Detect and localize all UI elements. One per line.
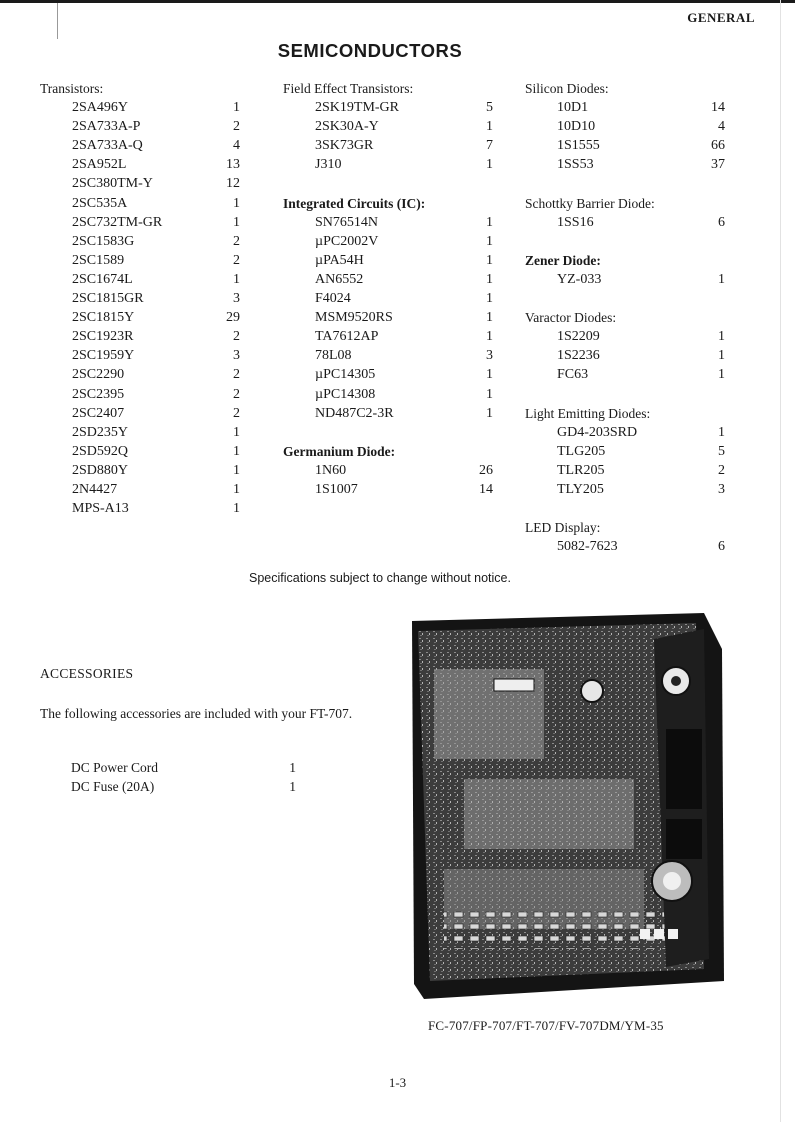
column-fet-ic: [283, 79, 493, 499]
list-item: [40, 404, 240, 423]
quantity: 37: [711, 157, 725, 173]
quantity: 66: [711, 138, 725, 154]
ic-heading: Integrated Circuits (IC):: [283, 195, 426, 211]
part-number: TLY205: [557, 481, 604, 497]
list-item: [283, 346, 493, 365]
part-number: 2SC2290: [72, 367, 125, 383]
part-number: 2SK19TM-GR: [315, 100, 400, 116]
part-number: ND487C2-3R: [315, 405, 394, 421]
quantity: 2: [718, 462, 725, 478]
part-number: DC Power Cord: [71, 760, 158, 775]
list-item: [71, 758, 296, 777]
fet-list: [283, 98, 493, 174]
list-item: [283, 385, 493, 404]
quantity: 7: [486, 138, 493, 154]
quantity: 3: [233, 291, 240, 307]
part-number: 2SC1815Y: [72, 310, 135, 326]
part-number: 1S1007: [315, 481, 358, 497]
quantity: 1: [289, 779, 296, 794]
part-number: 1N60: [315, 462, 347, 478]
varactor-heading: Varactor Diodes:: [525, 310, 617, 326]
quantity: 1: [486, 405, 493, 421]
part-number: MPS-A13: [72, 501, 129, 517]
part-number: 2SC732TM-GR: [72, 214, 163, 230]
quantity: 1: [233, 424, 240, 440]
part-number: SN76514N: [315, 214, 379, 230]
transistors-heading: Transistors:: [40, 81, 104, 96]
quantity: 6: [718, 214, 725, 230]
quantity: 1: [486, 329, 493, 345]
list-item: [525, 213, 725, 232]
list-item: [525, 480, 725, 499]
quantity: 3: [718, 481, 725, 497]
part-number: TA7612AP: [315, 329, 379, 345]
spec-notice: Specifications subject to change without notice.: [249, 571, 511, 585]
part-number: 2SA952L: [72, 157, 127, 173]
list-item: [40, 232, 240, 251]
quantity: 5: [718, 443, 725, 459]
list-item: [525, 537, 725, 556]
list-item: [525, 98, 725, 117]
quantity: 1: [233, 214, 240, 230]
quantity: 14: [711, 100, 725, 116]
list-item: [283, 117, 493, 136]
part-number: 10D1: [557, 100, 589, 116]
part-number: 1S1555: [557, 138, 600, 154]
quantity: 1: [289, 760, 296, 775]
equipment-photo: [404, 609, 724, 999]
quantity: 3: [486, 348, 493, 364]
list-item: [40, 155, 240, 174]
quantity: 1: [718, 367, 725, 383]
quantity: 2: [233, 405, 240, 421]
list-item: [525, 117, 725, 136]
page-title: SEMICONDUCTORS: [277, 40, 463, 61]
photo-caption: FC-707/FP-707/FT-707/FV-707DM/YM-35: [428, 1018, 664, 1033]
quantity: 2: [233, 386, 240, 402]
part-number: 2SC1589: [72, 252, 125, 268]
list-item: [283, 289, 493, 308]
list-item: [525, 155, 725, 174]
quantity: 1: [486, 386, 493, 402]
part-number: µPC14305: [315, 367, 376, 383]
part-number: 2N4427: [72, 481, 118, 497]
quantity: 1: [718, 329, 725, 345]
quantity: 2: [233, 233, 240, 249]
part-number: J310: [315, 157, 342, 173]
germanium-list: [283, 461, 493, 499]
column-diodes: [525, 79, 725, 556]
part-number: 78L08: [315, 348, 352, 364]
list-item: [525, 136, 725, 155]
quantity: 29: [226, 310, 240, 326]
part-number: TLG205: [557, 443, 606, 459]
part-number: TLR205: [557, 462, 605, 478]
list-item: [525, 442, 725, 461]
list-item: [40, 251, 240, 270]
quantity: 1: [486, 271, 493, 287]
quantity: 2: [233, 329, 240, 345]
part-number: 2SC535A: [72, 195, 128, 211]
list-item: [525, 346, 725, 365]
part-number: 2SC1583G: [72, 233, 135, 249]
quantity: 1: [233, 100, 240, 116]
schottky-list: [525, 213, 725, 232]
list-item: [525, 423, 725, 442]
column-transistors: [40, 79, 240, 518]
margin-tick: [57, 3, 58, 39]
quantity: 1: [233, 462, 240, 478]
part-number: 2SC1815GR: [72, 291, 144, 307]
part-number: 3SK73GR: [315, 138, 374, 154]
part-number: 2SK30A-Y: [315, 119, 379, 135]
accessories-intro: The following accessories are included with your FT-707.: [40, 706, 353, 721]
list-item: [40, 423, 240, 442]
list-item: [40, 213, 240, 232]
list-item: [283, 136, 493, 155]
quantity: 1: [486, 119, 493, 135]
list-item: [40, 270, 240, 289]
list-item: [40, 136, 240, 155]
quantity: 2: [233, 252, 240, 268]
quantity: 14: [479, 481, 493, 497]
part-number: 2SA733A-Q: [72, 138, 143, 154]
quantity: 1: [718, 348, 725, 364]
part-number: µPC2002V: [315, 233, 379, 249]
quantity: 1: [233, 501, 240, 517]
quantity: 1: [233, 195, 240, 211]
quantity: 1: [486, 310, 493, 326]
part-number: 2SC2395: [72, 386, 125, 402]
quantity: 1: [718, 271, 725, 287]
schottky-heading: Schottky Barrier Diode:: [525, 195, 655, 211]
quantity: 1: [486, 233, 493, 249]
ic-list: [283, 213, 493, 423]
part-number: FC63: [557, 367, 589, 383]
led-display-heading: LED Display:: [525, 520, 601, 536]
top-rule: [0, 0, 795, 3]
list-item: [283, 98, 493, 117]
led-list: [525, 423, 725, 499]
part-number: 2SD592Q: [72, 443, 129, 459]
list-item: [40, 174, 240, 193]
fet-heading: Field Effect Transistors:: [283, 81, 414, 96]
accessories-heading: ACCESSORIES: [40, 666, 134, 681]
quantity: 4: [718, 119, 725, 135]
part-number: µPC14308: [315, 386, 376, 402]
quantity: 1: [486, 252, 493, 268]
part-number: 2SC1923R: [72, 329, 134, 345]
quantity: 1: [233, 481, 240, 497]
quantity: 1: [486, 214, 493, 230]
quantity: 1: [486, 291, 493, 307]
transistors-list: [40, 98, 240, 518]
quantity: 1: [233, 271, 240, 287]
list-item: [40, 117, 240, 136]
part-number: AN6552: [315, 271, 364, 287]
part-number: GD4-203SRD: [557, 424, 638, 440]
part-number: 1S2236: [557, 348, 600, 364]
part-number: 2SC2407: [72, 405, 125, 421]
silicon-list: [525, 98, 725, 174]
list-item: [525, 461, 725, 480]
page-edge-line: [780, 0, 781, 1122]
varactor-list: [525, 327, 725, 384]
list-item: [40, 499, 240, 518]
list-item: [40, 480, 240, 499]
list-item: [283, 232, 493, 251]
quantity: 4: [233, 138, 240, 154]
list-item: [40, 385, 240, 404]
part-number: YZ-033: [557, 271, 602, 287]
part-number: 1S2209: [557, 329, 600, 345]
silicon-heading: Silicon Diodes:: [525, 81, 609, 96]
list-item: [283, 251, 493, 270]
part-number: F4024: [315, 291, 351, 307]
quantity: 6: [718, 539, 725, 555]
quantity: 1: [486, 367, 493, 383]
list-item: [40, 442, 240, 461]
part-number: 5082-7623: [557, 539, 618, 555]
part-number: 2SD880Y: [72, 462, 129, 478]
list-item: [40, 327, 240, 346]
part-number: 10D10: [557, 119, 596, 135]
zener-heading: Zener Diode:: [525, 252, 601, 268]
list-item: [525, 270, 725, 289]
part-number: 2SC1674L: [72, 271, 133, 287]
accessories-list: [71, 758, 296, 796]
zener-list: [525, 270, 725, 289]
list-item: [283, 461, 493, 480]
quantity: 2: [233, 119, 240, 135]
led-display-list: [525, 537, 725, 556]
part-number: 1SS53: [557, 157, 594, 173]
part-number: MSM9520RS: [315, 310, 393, 326]
part-number: 2SD235Y: [72, 424, 129, 440]
page-number: 1-3: [388, 1075, 407, 1090]
list-item: [525, 365, 725, 384]
list-item: [40, 308, 240, 327]
list-item: [525, 327, 725, 346]
part-number: µPA54H: [315, 252, 364, 268]
quantity: 1: [486, 157, 493, 173]
led-heading: Light Emitting Diodes:: [525, 405, 651, 421]
quantity: 5: [486, 100, 493, 116]
section-header: GENERAL: [687, 10, 755, 25]
list-item: [283, 327, 493, 346]
list-item: [40, 289, 240, 308]
list-item: [283, 270, 493, 289]
list-item: [283, 365, 493, 384]
part-number: DC Fuse (20A): [71, 779, 155, 794]
quantity: 1: [233, 443, 240, 459]
list-item: [283, 480, 493, 499]
quantity: 26: [479, 462, 493, 478]
germanium-heading: Germanium Diode:: [283, 443, 396, 459]
list-item: [283, 308, 493, 327]
part-number: 2SC1959Y: [72, 348, 135, 364]
list-item: [40, 346, 240, 365]
quantity: 1: [718, 424, 725, 440]
list-item: [40, 365, 240, 384]
list-item: [40, 194, 240, 213]
part-number: 2SA733A-P: [72, 119, 141, 135]
list-item: [283, 155, 493, 174]
part-number: 2SA496Y: [72, 100, 129, 116]
quantity: 3: [233, 348, 240, 364]
quantity: 13: [226, 157, 240, 173]
list-item: [283, 404, 493, 423]
list-item: [40, 461, 240, 480]
quantity: 12: [226, 176, 240, 192]
list-item: [283, 213, 493, 232]
list-item: [71, 777, 296, 796]
part-number: 1SS16: [557, 214, 594, 230]
list-item: [40, 98, 240, 117]
quantity: 2: [233, 367, 240, 383]
part-number: 2SC380TM-Y: [72, 176, 153, 192]
